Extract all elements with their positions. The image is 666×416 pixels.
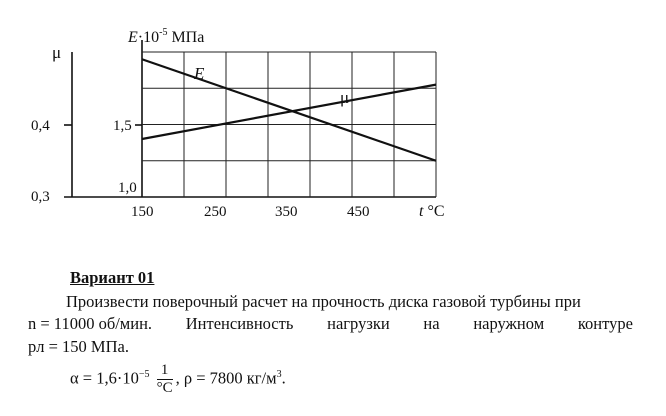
right-tick-1-5: 1,5 xyxy=(113,118,132,134)
x-tick-250: 250 xyxy=(204,204,227,220)
task-line-2 xyxy=(28,314,633,334)
series-line-E xyxy=(142,59,436,161)
series-line-mu xyxy=(142,85,436,139)
word-load: нагрузки xyxy=(327,314,390,333)
word-outer: наружном xyxy=(473,314,545,333)
fraction-numerator: 1 xyxy=(157,362,173,380)
e-axis-label: $E\cdot 10^{-5}$ МПа xyxy=(128,27,205,46)
material-formula xyxy=(70,362,286,397)
x-tick-150: 150 xyxy=(131,204,154,220)
left-tick-0-3: 0,3 xyxy=(31,189,50,205)
task-line-3: pл = 150 МПа. xyxy=(28,337,129,356)
series-label-E: E xyxy=(194,64,205,83)
mu-axis-label: μ xyxy=(52,43,62,62)
rotation-speed: n = 11000 об/мин. xyxy=(28,314,153,333)
alpha-unit-fraction xyxy=(157,362,173,397)
left-tick-0-4: 0,4 xyxy=(31,118,50,134)
density-exponent: 3 xyxy=(276,368,282,380)
fraction-denominator: °C xyxy=(156,380,173,396)
word-on: на xyxy=(423,314,440,333)
task-line-1: Произвести поверочный расчет на прочность диска газовой турбины при xyxy=(66,292,581,311)
x-axis-label: t °C xyxy=(419,203,445,220)
word-intensity: Интенсивность xyxy=(185,314,294,333)
formula-end: . xyxy=(281,368,286,388)
series-label-mu: μ xyxy=(340,88,350,107)
right-tick-1-0: 1,0 xyxy=(118,180,137,196)
variant-heading: Вариант 01 xyxy=(70,268,155,287)
x-tick-450: 450 xyxy=(347,204,370,220)
x-tick-350: 350 xyxy=(275,204,298,220)
density-value: , ρ = 7800 кг/м xyxy=(175,368,277,388)
word-contour: контуре xyxy=(577,314,633,333)
alpha-exponent: −5 xyxy=(138,368,150,380)
alpha-value: α = 1,6·10 xyxy=(70,368,139,388)
